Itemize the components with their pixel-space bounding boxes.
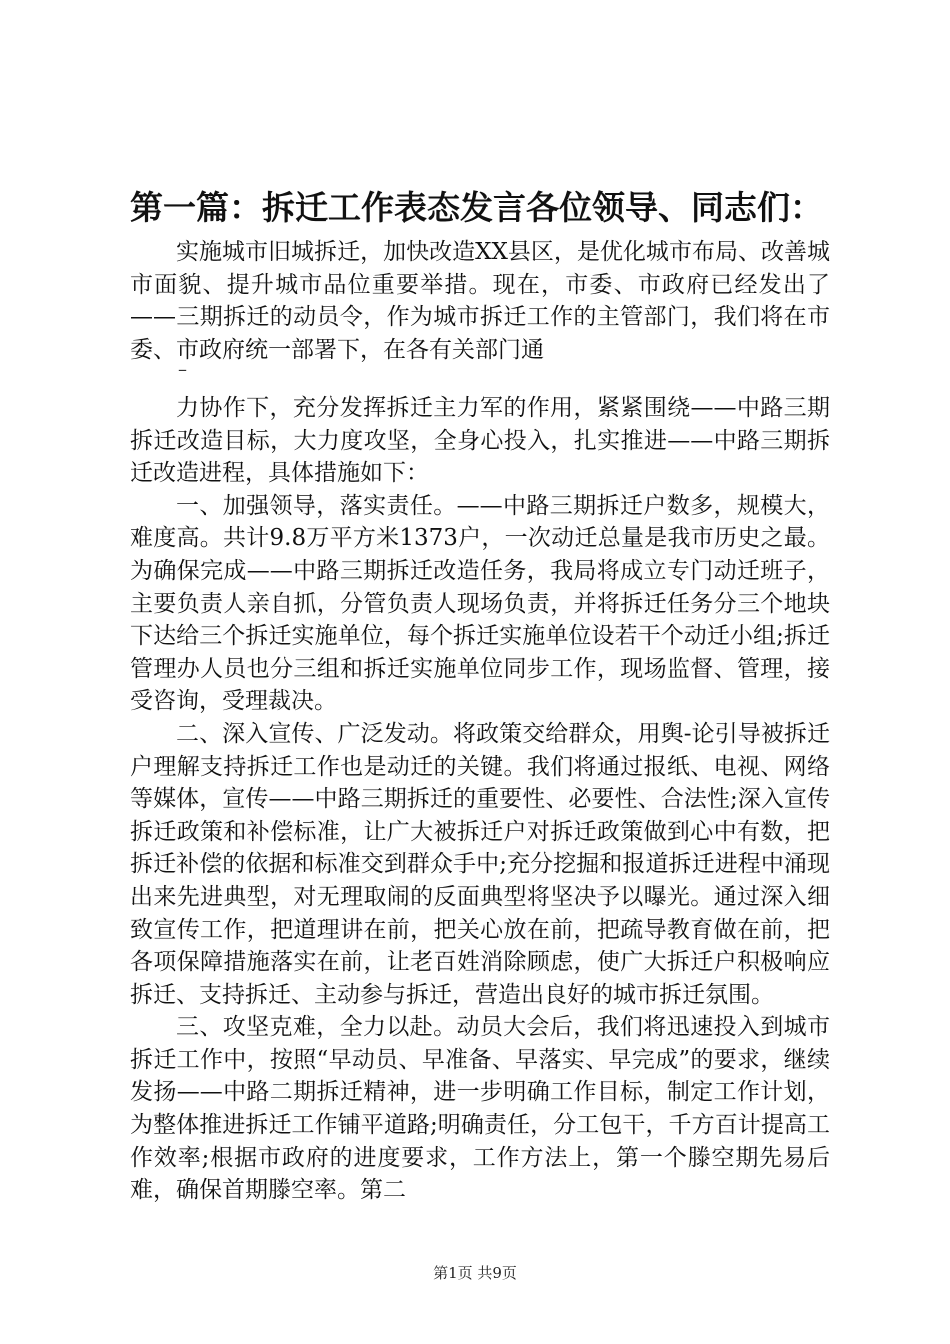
paragraph-section-one: 一、加强领导，落实责任。——中路三期拆迁户数多，规模大，难度高。共计9.8万平方米1373户，一次动迁总量是我市历史之最。为确保完成——中路三期拆迁改造任务，我局将成立专门动迁班子，主要负责人亲自抓，分管负责人现场负责，并将拆迁任务分三个地块下达给三个拆迁实施单位，每个拆迁实施单位设若干个动迁小组;拆迁管理办人员也分三组和拆迁实施单位同步工作，现场监督、管理，接受咨询，受理裁决。 (130, 492, 830, 715)
paragraph-intro: 实施城市旧城拆迁，加快改造XX县区，是优化城市布局、改善城市面貌、提升城市品位重要举措。现在，市委、市政府已经发出了——三期拆迁的动员令，作为城市拆迁工作的主管部门，我们将在市委、市政府统一部署下，在各有关部门通 (130, 239, 830, 363)
page-footer: 第1页 共9页 (433, 1264, 517, 1282)
body-block-second (130, 392, 830, 1207)
paragraph-section-three: 三、攻坚克难，全力以赴。动员大会后，我们将迅速投入到城市拆迁工作中，按照“早动员、早准备、早落实、早完成”的要求，继续发扬——中路二期拆迁精神，进一步明确工作目标，制定工作计划，为整体推进拆迁工作铺平道路;明确责任，分工包干，千方百计提高工作效率;根据市政府的进度要求，工作方法上，第一个滕空期先易后难，确保首期滕空率。第二 (130, 1014, 830, 1204)
document-title: 第一篇：拆迁工作表态发言各位领导、同志们： (130, 188, 823, 227)
body-block-first (130, 236, 830, 366)
paragraph-continuation: 力协作下，充分发挥拆迁主力军的作用，紧紧围绕——中路三期拆迁改造目标，大力度攻坚，全身心投入，扎实推进——中路三期拆迁改造进程，具体措施如下： (130, 395, 830, 487)
paragraph-section-two: 二、深入宣传、广泛发动。将政策交给群众，用舆-论引导被拆迁户理解支持拆迁工作也是动迁的关键。我们将通过报纸、电视、网络等媒体，宣传——中路三期拆迁的重要性、必要性、合法性;深入宣传拆迁政策和补偿标准，让广大被拆迁户对拆迁政策做到心中有数，把拆迁补偿的依据和标准交到群众手中;充分挖掘和报道拆迁进程中涌现出来先进典型，对无理取闹的反面典型将坚决予以曝光。通过深入细致宣传工作，把道理讲在前，把关心放在前，把疏导教育做在前，把各项保障措施落实在前，让老百姓消除顾虑，使广大拆迁户积极响应拆迁、支持拆迁、主动参与拆迁，营造出良好的城市拆迁氛围。 (130, 720, 830, 1008)
page-break-mark: – (178, 359, 187, 380)
